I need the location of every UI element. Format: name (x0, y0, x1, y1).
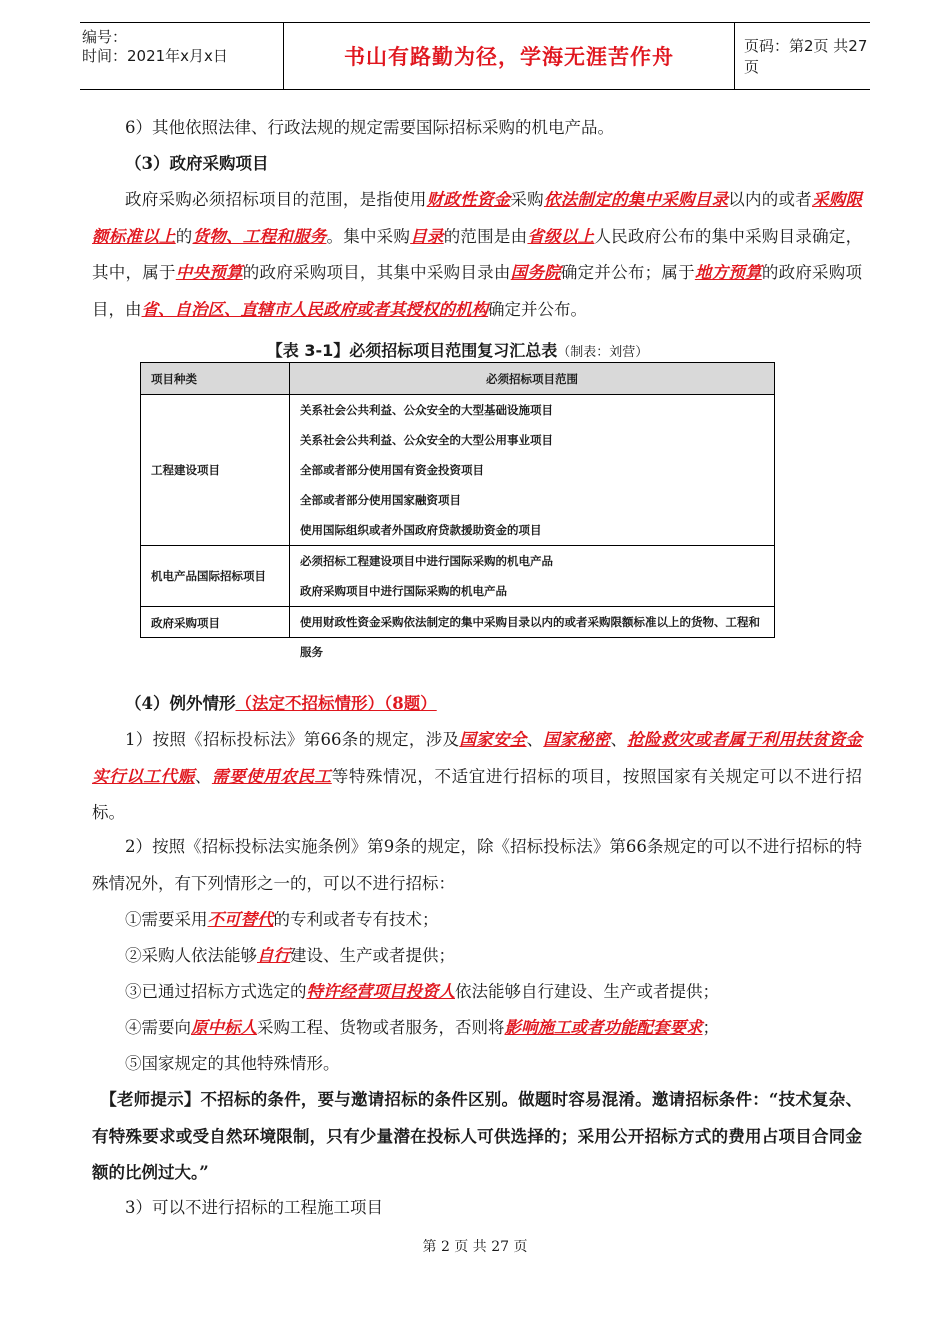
text-run: 政府采购必须招标项目的范围，是指使用 (125, 190, 427, 209)
highlight-term: 原中标人 (191, 1018, 257, 1037)
table-header-row (141, 363, 775, 395)
table-caption (140, 338, 775, 361)
highlight-term: 目录 (410, 226, 444, 246)
table-row (141, 607, 775, 638)
text-run: ④需要向 (125, 1018, 191, 1037)
scope-item: 使用国际组织或者外国政府贷款援助资金的项目 (300, 523, 542, 537)
scope-item: 使用财政性资金采购依法制定的集中采购目录以内的或者采购限额标准以上的货物、工程和服务 (300, 615, 760, 659)
text-run: 的政府采购项目，由 (92, 263, 863, 319)
scope-cell (290, 546, 775, 607)
summary-table (140, 362, 775, 659)
highlight-term: 货物、工程和服务 (192, 226, 327, 246)
highlight-term: 省、自治区、直辖市人民政府或者其授权的机构 (141, 299, 488, 319)
highlight-term: 国家安全 (459, 730, 527, 749)
text-run: 以内的或者 (728, 190, 813, 209)
text-run: ②采购人依法能够 (125, 946, 257, 965)
text-run: 、 (610, 730, 628, 749)
header-page-cell (734, 23, 870, 89)
text-run: 建设、生产或者提供； (290, 946, 455, 965)
table-title: 【表 3-1】必须招标项目范围复习汇总表 (266, 341, 558, 360)
heading-text: （4）例外情形 (125, 694, 236, 713)
highlight-term: 自行 (257, 946, 290, 965)
column-header-category: 项目种类 (141, 363, 290, 395)
text-run: 、 (526, 730, 544, 749)
list-item (92, 902, 862, 939)
category-cell: 工程建设项目 (141, 395, 290, 546)
list-item: ⑤国家规定的其他特殊情形。 (125, 1054, 340, 1073)
motto: 书山有路勤为径，学海无涯苦作舟 (344, 45, 674, 69)
highlight-term: 抢险救灾或者属于利用扶贫资金实行以工代赈 (92, 730, 863, 786)
category-cell: 政府采购项目 (141, 607, 290, 638)
paragraph-exception-2: 2）按照《招标投标法实施条例》第9条的规定，除《招标投标法》第66条规定的可以不进行招标的特殊情况外，有下列情形之一的，可以不进行招标： (92, 837, 862, 893)
number-label: 编号： (82, 28, 128, 46)
category-cell: 机电产品国际招标项目 (141, 546, 290, 607)
highlight-term: 财政性资金 (426, 190, 511, 209)
highlight-term: 国务院 (510, 263, 561, 282)
text-run: 确定并公布。 (488, 299, 587, 319)
highlight-term: 不可替代 (207, 910, 274, 929)
scope-item: 关系社会公共利益、公众安全的大型公用事业项目 (300, 433, 553, 447)
highlight-term: 地方预算 (694, 263, 762, 282)
text-run: 依法能够自行建设、生产或者提供； (455, 982, 719, 1001)
section-heading-3: （3）政府采购项目 (125, 154, 269, 173)
text-run: 人民政府公布的集中采购目录确定，其中，属于 (92, 226, 863, 282)
text-run: 采购 (510, 190, 544, 209)
highlight-term: 影响施工或者功能配套要求 (504, 1018, 703, 1037)
text-run: ； (702, 1018, 719, 1037)
highlight-term: 需要使用农民工 (211, 766, 332, 786)
heading-note: （法定不招标情形）（8题） (235, 694, 437, 713)
text-run: ③已通过招标方式选定的 (125, 982, 307, 1001)
header-meta (80, 23, 283, 89)
text-run: 1）按照《招标投标法》第66条的规定，涉及 (125, 730, 460, 749)
paragraph-exception-1 (92, 722, 862, 832)
section-heading-4 (92, 686, 862, 723)
text-run: 的 (175, 226, 193, 246)
table-row (141, 546, 775, 607)
text-run: 。集中采购 (326, 226, 411, 246)
text-run: ①需要采用 (125, 910, 208, 929)
scope-item: 必须招标工程建设项目中进行国际采购的机电产品 (300, 554, 553, 568)
highlight-term: 国家秘密 (543, 730, 611, 749)
scope-cell (290, 395, 775, 546)
highlight-term: 特许经营项目投资人 (306, 982, 455, 1001)
paragraph-gov-procurement (92, 182, 862, 328)
highlight-term: 依法制定的集中采购目录 (543, 190, 729, 209)
text-run: 的政府采购项目，其集中采购目录由 (242, 263, 511, 282)
paragraph-exception-3: 3）可以不进行招标的工程施工项目 (125, 1198, 383, 1217)
time-label: 时间：2021年x月x日 (82, 47, 228, 65)
text-run: 采购工程、货物或者服务，否则将 (257, 1018, 505, 1037)
page-counter: 页码：第2页 共27页 (744, 37, 868, 76)
page-footer: 第 2 页 共 27 页 (422, 1239, 528, 1255)
scope-item: 政府采购项目中进行国际采购的机电产品 (300, 584, 507, 598)
column-header-scope: 必须招标项目范围 (290, 363, 775, 395)
table-caption-note: （制表：刘营） (557, 345, 649, 360)
teacher-tip: 【老师提示】不招标的条件，要与邀请招标的条件区别。做题时容易混淆。邀请招标条件：“技术复杂、有特殊要求或受自然环境限制，只有少量潜在投标人可供选择的；采用公开招标方式的费用占项目合同金额的比例过大。” (92, 1090, 862, 1182)
highlight-term: 中央预算 (175, 263, 243, 282)
paragraph-item-6: 6）其他依照法律、行政法规的规定需要国际招标采购的机电产品。 (125, 118, 614, 137)
text-run: 、 (194, 766, 212, 786)
scope-item: 全部或者部分使用国有资金投资项目 (300, 463, 484, 477)
highlight-term: 省级以上 (527, 226, 595, 246)
page-header (80, 22, 870, 90)
list-item (92, 938, 862, 975)
scope-item: 全部或者部分使用国家融资项目 (300, 493, 461, 507)
text-run: 的专利或者专有技术； (273, 910, 439, 929)
scope-item: 关系社会公共利益、公众安全的大型基础设施项目 (300, 403, 553, 417)
list-item (92, 1010, 862, 1047)
text-run: 的范围是由 (443, 226, 528, 246)
table-row (141, 395, 775, 546)
header-motto-cell (283, 23, 735, 89)
text-run: 等特殊情况，不适宜进行招标的项目，按照国家有关规定可以不进行招标。 (92, 766, 862, 822)
list-item (92, 974, 862, 1011)
scope-cell (290, 607, 775, 659)
highlight-term: 采购限额标准以上 (92, 190, 863, 246)
text-run: 确定并公布；属于 (560, 263, 695, 282)
